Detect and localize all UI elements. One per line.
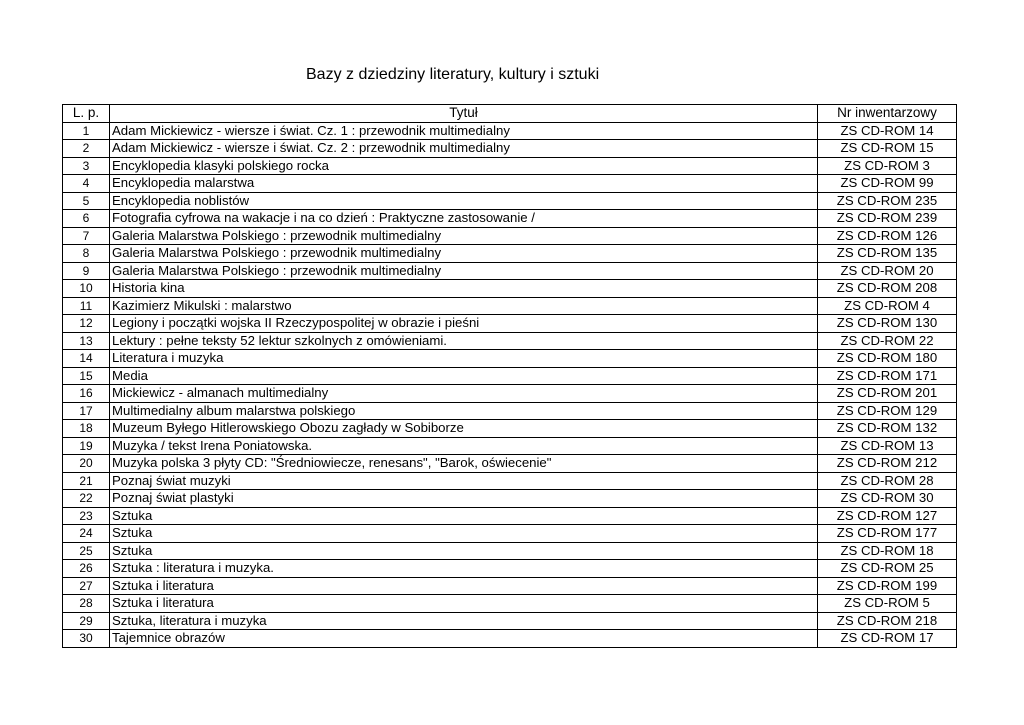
row-title: Mickiewicz - almanach multimedialny [110,385,818,403]
row-title: Sztuka i literatura [110,595,818,613]
row-title: Sztuka i literatura [110,577,818,595]
row-title: Sztuka : literatura i muzyka. [110,560,818,578]
table-row [63,175,957,193]
table-row [63,192,957,210]
row-inventory-number: ZS CD-ROM 208 [818,280,957,298]
table-header-row [63,105,957,123]
row-number: 16 [63,385,110,403]
row-number: 3 [63,157,110,175]
inventory-table [62,104,957,648]
table-row [63,472,957,490]
row-title: Encyklopedia klasyki polskiego rocka [110,157,818,175]
header-title: Tytuł [110,105,818,123]
row-inventory-number: ZS CD-ROM 30 [818,490,957,508]
row-inventory-number: ZS CD-ROM 239 [818,210,957,228]
row-number: 2 [63,140,110,158]
table-row [63,420,957,438]
table-row [63,525,957,543]
row-number: 10 [63,280,110,298]
table-row [63,577,957,595]
row-title: Poznaj świat muzyki [110,472,818,490]
row-title: Historia kina [110,280,818,298]
table-row [63,280,957,298]
row-number: 13 [63,332,110,350]
row-title: Galeria Malarstwa Polskiego : przewodnik multimedialny [110,262,818,280]
table-row [63,262,957,280]
table-row [63,402,957,420]
row-number: 4 [63,175,110,193]
row-title: Poznaj świat plastyki [110,490,818,508]
row-title: Lektury : pełne teksty 52 lektur szkolnych z omówieniami. [110,332,818,350]
table-row [63,297,957,315]
row-inventory-number: ZS CD-ROM 180 [818,350,957,368]
row-number: 15 [63,367,110,385]
row-inventory-number: ZS CD-ROM 15 [818,140,957,158]
row-inventory-number: ZS CD-ROM 25 [818,560,957,578]
row-number: 20 [63,455,110,473]
row-inventory-number: ZS CD-ROM 130 [818,315,957,333]
row-number: 26 [63,560,110,578]
row-inventory-number: ZS CD-ROM 201 [818,385,957,403]
row-title: Muzyka polska 3 płyty CD: "Średniowiecze, renesans", "Barok, oświecenie" [110,455,818,473]
table-row [63,437,957,455]
row-inventory-number: ZS CD-ROM 20 [818,262,957,280]
row-number: 22 [63,490,110,508]
row-inventory-number: ZS CD-ROM 22 [818,332,957,350]
row-title: Kazimierz Mikulski : malarstwo [110,297,818,315]
row-title: Adam Mickiewicz - wiersze i świat. Cz. 1 : przewodnik multimedialny [110,122,818,140]
row-inventory-number: ZS CD-ROM 218 [818,612,957,630]
table-row [63,367,957,385]
table-row [63,542,957,560]
row-number: 21 [63,472,110,490]
row-title: Encyklopedia malarstwa [110,175,818,193]
row-number: 8 [63,245,110,263]
table-row [63,332,957,350]
row-inventory-number: ZS CD-ROM 235 [818,192,957,210]
header-inventory-number: Nr inwentarzowy [818,105,957,123]
table-row [63,315,957,333]
row-title: Galeria Malarstwa Polskiego : przewodnik multimedialny [110,227,818,245]
row-number: 23 [63,507,110,525]
header-lp: L. p. [63,105,110,123]
table-row [63,227,957,245]
table-row [63,385,957,403]
row-inventory-number: ZS CD-ROM 13 [818,437,957,455]
row-inventory-number: ZS CD-ROM 14 [818,122,957,140]
row-number: 1 [63,122,110,140]
table-body [63,122,957,647]
row-number: 6 [63,210,110,228]
row-title: Tajemnice obrazów [110,630,818,648]
row-inventory-number: ZS CD-ROM 212 [818,455,957,473]
row-title: Muzeum Byłego Hitlerowskiego Obozu zagłady w Sobiborze [110,420,818,438]
row-number: 17 [63,402,110,420]
row-inventory-number: ZS CD-ROM 129 [818,402,957,420]
row-inventory-number: ZS CD-ROM 18 [818,542,957,560]
row-number: 30 [63,630,110,648]
row-inventory-number: ZS CD-ROM 135 [818,245,957,263]
row-inventory-number: ZS CD-ROM 199 [818,577,957,595]
row-number: 11 [63,297,110,315]
page-title: Bazy z dziedziny literatury, kultury i sztuki [306,66,600,83]
row-title: Sztuka, literatura i muzyka [110,612,818,630]
row-number: 29 [63,612,110,630]
row-number: 7 [63,227,110,245]
row-title: Encyklopedia noblistów [110,192,818,210]
table-row [63,245,957,263]
row-inventory-number: ZS CD-ROM 127 [818,507,957,525]
row-title: Literatura i muzyka [110,350,818,368]
row-title: Fotografia cyfrowa na wakacje i na co dzień : Praktyczne zastosowanie / [110,210,818,228]
row-inventory-number: ZS CD-ROM 126 [818,227,957,245]
table-row [63,595,957,613]
row-inventory-number: ZS CD-ROM 28 [818,472,957,490]
row-number: 18 [63,420,110,438]
row-title: Sztuka [110,525,818,543]
row-inventory-number: ZS CD-ROM 3 [818,157,957,175]
table-row [63,455,957,473]
table-row [63,122,957,140]
row-number: 14 [63,350,110,368]
table-row [63,612,957,630]
row-number: 27 [63,577,110,595]
row-number: 28 [63,595,110,613]
table-row [63,560,957,578]
row-number: 9 [63,262,110,280]
row-inventory-number: ZS CD-ROM 5 [818,595,957,613]
row-number: 19 [63,437,110,455]
row-number: 25 [63,542,110,560]
table-row [63,140,957,158]
row-title: Sztuka [110,507,818,525]
table-row [63,630,957,648]
row-title: Legiony i początki wojska II Rzeczypospolitej w obrazie i pieśni [110,315,818,333]
row-title: Sztuka [110,542,818,560]
row-number: 12 [63,315,110,333]
row-title: Muzyka / tekst Irena Poniatowska. [110,437,818,455]
row-inventory-number: ZS CD-ROM 177 [818,525,957,543]
row-title: Galeria Malarstwa Polskiego : przewodnik multimedialny [110,245,818,263]
row-title: Adam Mickiewicz - wiersze i świat. Cz. 2 : przewodnik multimedialny [110,140,818,158]
row-title: Media [110,367,818,385]
row-number: 5 [63,192,110,210]
row-inventory-number: ZS CD-ROM 17 [818,630,957,648]
table-row [63,507,957,525]
row-title: Multimedialny album malarstwa polskiego [110,402,818,420]
row-inventory-number: ZS CD-ROM 4 [818,297,957,315]
table-row [63,210,957,228]
row-inventory-number: ZS CD-ROM 132 [818,420,957,438]
table-row [63,490,957,508]
table-row [63,350,957,368]
row-number: 24 [63,525,110,543]
table-row [63,157,957,175]
row-inventory-number: ZS CD-ROM 99 [818,175,957,193]
row-inventory-number: ZS CD-ROM 171 [818,367,957,385]
